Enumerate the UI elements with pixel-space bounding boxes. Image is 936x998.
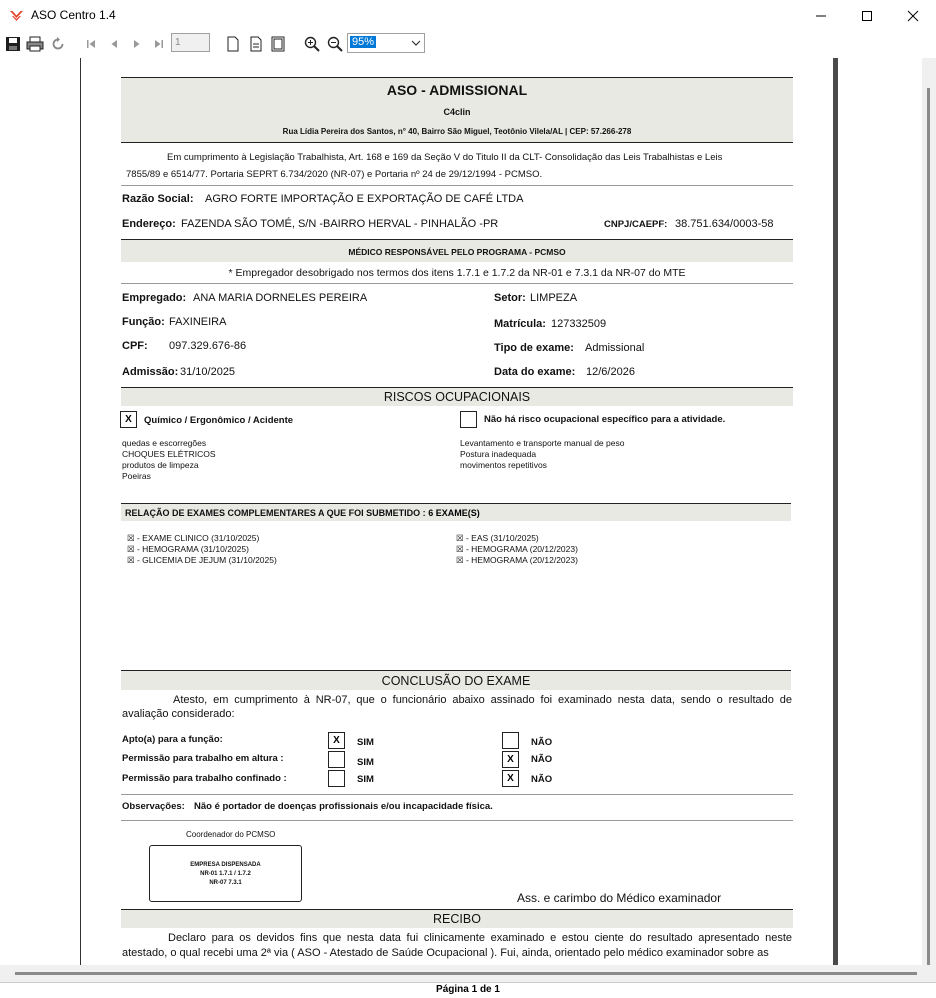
risk-item: Postura inadequada [460, 449, 537, 459]
viewer-background-left [0, 58, 81, 965]
maximize-button[interactable] [844, 0, 890, 31]
page-indicator: Página 1 de 1 [436, 984, 500, 995]
setor-value: LIMPEZA [530, 292, 578, 304]
zoom-out-button[interactable] [325, 34, 345, 54]
conclusao-text: Atesto, em cumprimento à NR-07, que o funcionário abaixo assinado foi examinado nesta data, sendo o resultado de avaliação considerado: [122, 694, 792, 720]
empregado-label: Empregado: [122, 292, 187, 304]
admissao-value: 31/10/2025 [180, 366, 236, 378]
previous-page-button[interactable] [104, 34, 124, 54]
assinatura-label: Ass. e carimbo do Médico examinador [517, 891, 722, 905]
confinado-label: Permissão para trabalho confinado : [122, 773, 287, 784]
exam-item: ☒ - HEMOGRAMA (20/12/2023) [456, 544, 578, 554]
single-page-view-button[interactable] [223, 34, 243, 54]
minimize-icon [815, 10, 827, 22]
page-width-button[interactable] [246, 34, 266, 54]
observacoes-value: Não é portador de doenças profissionais e/ou incapacidade física. [194, 801, 493, 812]
risk-item: CHOQUES ELÉTRICOS [122, 449, 216, 459]
exam-item: ☒ - GLICEMIA DE JEJUM (31/10/2025) [127, 555, 277, 565]
funcao-value: FAXINEIRA [169, 316, 227, 328]
report-page [81, 58, 833, 965]
vertical-scrollbar-thumb[interactable] [927, 88, 930, 965]
toolbar [0, 31, 936, 59]
window-title: ASO Centro 1.4 [31, 8, 116, 22]
altura-nao-checkbox: X [502, 751, 519, 768]
empregado-value: ANA MARIA DORNELES PEREIRA [193, 292, 368, 304]
confinado-nao-checkbox: X [502, 770, 519, 787]
cnpj-label: CNPJ/CAEPF: [604, 219, 668, 230]
zoom-in-button[interactable] [302, 34, 322, 54]
maximize-icon [861, 10, 873, 22]
recibo-text: Declaro para os devidos fins que nesta data fui clinicamente examinado e estou ciente do resultado apresentado neste atestado, o qual recebi uma 2ª via ( ASO - Atestado de Saúde Ocupacional ). Fui, ainda, orientado pelo médico examinador sobre as [122, 932, 792, 959]
divider [121, 142, 793, 143]
risk-checkbox: X [120, 411, 137, 428]
previous-page-icon [108, 38, 120, 50]
title-bar [0, 0, 936, 31]
confinado-sim-checkbox [328, 770, 345, 787]
coordenador-label: Coordenador do PCMSO [186, 830, 276, 839]
page-number-input[interactable]: 1 [171, 33, 210, 52]
minimize-button[interactable] [798, 0, 844, 31]
matricula-label: Matrícula: [494, 318, 546, 330]
exam-item: ☒ - HEMOGRAMA (31/10/2025) [127, 544, 249, 554]
divider [121, 283, 793, 284]
riscos-title: RISCOS OCUPACIONAIS [383, 390, 531, 404]
cpf-value: 097.329.676-86 [169, 340, 247, 352]
risk-item: quedas e escorregões [122, 438, 207, 448]
refresh-button[interactable] [48, 34, 68, 54]
stamp-box [149, 845, 302, 902]
page-shadow [833, 58, 838, 965]
nao-label: NÃO [531, 737, 553, 748]
legal-text-line-1: Em cumprimento à Legislação Trabalhista, Art. 168 e 169 da Seção V do Titulo II da CLT- Consolidação das Leis Trabalhistas e Leis [167, 152, 723, 163]
sim-label: SIM [357, 757, 374, 768]
zoom-value: 95% [352, 36, 375, 48]
document-viewer [0, 58, 936, 965]
matricula-value: 127332509 [551, 318, 607, 330]
stamp-line-2: NR-01 1.7.1 / 1.7.2 [200, 871, 251, 877]
altura-sim-checkbox [328, 751, 345, 768]
divider [121, 794, 793, 795]
risk-item: movimentos repetitivos [460, 460, 547, 470]
exames-title [125, 508, 480, 518]
app-logo-icon [9, 8, 24, 23]
conclusao-title: CONCLUSÃO DO EXAME [381, 674, 531, 688]
nao-label: NÃO [531, 754, 553, 765]
medico-note: * Empregador desobrigado nos termos dos itens 1.7.1 e 1.7.2 da NR-01 e 7.3.1 da NR-07 do MTE [228, 267, 686, 279]
apto-nao-checkbox [502, 732, 519, 749]
endereco-value: FAZENDA SÃO TOMÉ, S/N -BAIRRO HERVAL - PINHALÃO -PR [181, 218, 499, 230]
viewer-background-right [838, 58, 922, 965]
exam-item: ☒ - HEMOGRAMA (20/12/2023) [456, 555, 578, 565]
legal-text-line-2: 7855/89 e 6514/77. Portaria SEPRT 6.734/2020 (NR-07) e Portaria nº 24 de 29/12/1994 - PCMSO. [126, 169, 543, 180]
close-icon [907, 10, 919, 22]
last-page-icon [153, 38, 165, 50]
stamp-line-1: EMPRESA DISPENSADA [190, 862, 261, 868]
whole-page-button[interactable] [268, 34, 288, 54]
no-risk-label: Não há risco ocupacional específico para a atividade. [484, 414, 726, 425]
risk-item: Levantamento e transporte manual de peso [460, 438, 625, 448]
close-button[interactable] [890, 0, 936, 31]
recibo-title: RECIBO [433, 912, 481, 926]
zoom-select[interactable] [347, 33, 425, 53]
page-width-icon [248, 36, 264, 52]
altura-label: Permissão para trabalho em altura : [122, 753, 284, 764]
chevron-down-icon [411, 40, 421, 46]
observacoes-label: Observações: [122, 801, 185, 812]
nao-label: NÃO [531, 774, 553, 785]
zoom-in-icon [304, 36, 320, 52]
status-bar [0, 982, 936, 998]
divider [121, 820, 793, 821]
sim-label: SIM [357, 774, 374, 785]
risk-item: produtos de limpeza [122, 460, 199, 470]
setor-label: Setor: [494, 292, 526, 304]
data-exame-value: 12/6/2026 [586, 366, 635, 378]
apto-sim-checkbox: X [328, 732, 345, 749]
exames-count: 6 EXAME(S) [428, 508, 480, 518]
exam-item: ☒ - EAS (31/10/2025) [456, 533, 539, 543]
exam-item: ☒ - EXAME CLINICO (31/10/2025) [127, 533, 260, 543]
medico-title: MÉDICO RESPONSÁVEL PELO PROGRAMA - PCMSO [348, 247, 566, 257]
whole-page-icon [270, 36, 286, 52]
apto-label: Apto(a) para a função: [122, 734, 223, 745]
horizontal-scrollbar-thumb[interactable] [15, 972, 917, 975]
print-icon [26, 36, 44, 52]
first-page-icon [85, 38, 97, 50]
first-page-button[interactable] [81, 34, 101, 54]
endereco-label: Endereço: [122, 218, 176, 230]
tipo-exame-value: Admissional [585, 342, 645, 354]
tipo-exame-label: Tipo de exame: [494, 342, 574, 354]
exames-title-text: RELAÇÃO DE EXAMES COMPLEMENTARES A QUE FOI SUBMETIDO : [125, 508, 426, 518]
document-title: ASO - ADMISSIONAL [386, 82, 528, 98]
risk-types: Químico / Ergonômico / Acidente [144, 415, 294, 426]
cpf-label: CPF: [122, 340, 148, 352]
admissao-label: Admissão: [122, 366, 179, 378]
page-icon [226, 36, 240, 52]
last-page-button[interactable] [149, 34, 169, 54]
refresh-icon [50, 36, 66, 52]
next-page-button[interactable] [127, 34, 147, 54]
razao-social-value: AGRO FORTE IMPORTAÇÃO E EXPORTAÇÃO DE CAFÉ LTDA [205, 193, 524, 205]
divider [121, 185, 793, 186]
company-name: C4clin [443, 107, 471, 117]
no-risk-checkbox [460, 411, 477, 428]
save-button[interactable] [3, 34, 23, 54]
funcao-label: Função: [122, 316, 165, 328]
data-exame-label: Data do exame: [494, 366, 576, 378]
risk-item: Poeiras [122, 471, 151, 481]
company-address: Rua Lídia Pereira dos Santos, n° 40, Bairro São Miguel, Teotônio Vilela/AL | CEP: 57.266-278 [282, 127, 632, 136]
next-page-icon [131, 38, 143, 50]
razao-social-label: Razão Social: [122, 193, 194, 205]
zoom-out-icon [327, 36, 343, 52]
stamp-line-3: NR-07 7.3.1 [209, 880, 242, 886]
print-button[interactable] [25, 34, 45, 54]
cnpj-value: 38.751.634/0003-58 [675, 218, 774, 230]
save-icon [5, 36, 21, 52]
sim-label: SIM [357, 737, 374, 748]
